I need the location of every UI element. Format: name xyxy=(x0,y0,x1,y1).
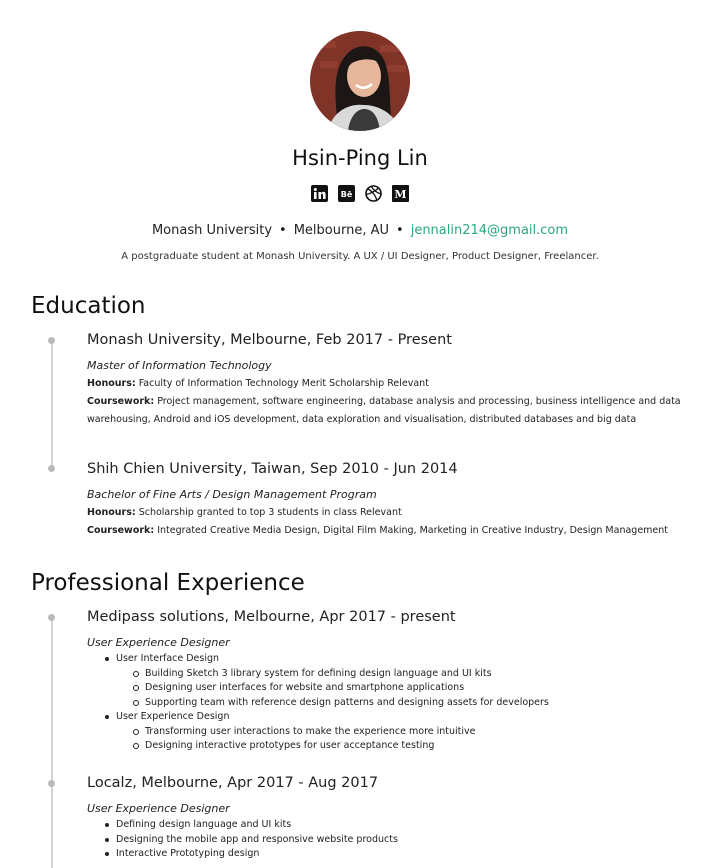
timeline-dot xyxy=(48,337,55,344)
entry-degree: Bachelor of Fine Arts / Design Management Program xyxy=(87,488,377,501)
responsibility-list xyxy=(87,818,687,862)
contact-line xyxy=(0,222,720,240)
sub-list-item: Building Sketch 3 library system for defining design language and UI kits xyxy=(116,667,687,682)
profile-avatar xyxy=(310,31,410,131)
svg-text:M: M xyxy=(394,188,407,201)
timeline-dot xyxy=(48,465,55,472)
experience-entry-medipass xyxy=(87,607,687,754)
honours-label: Honours: xyxy=(87,378,136,389)
list-item xyxy=(87,710,687,754)
entry-title: Shih Chien University, Taiwan, Sep 2010 - Jun 2014 xyxy=(87,461,458,477)
profile-name: Hsin-Ping Lin xyxy=(292,146,428,170)
sub-list-item: Designing user interfaces for website and smartphone applications xyxy=(116,681,687,696)
coursework-text: Integrated Creative Media Design, Digital Film Making, Marketing in Creative Industry, Design Management xyxy=(157,525,669,536)
honours-text: Faculty of Information Technology Merit Scholarship Relevant xyxy=(138,378,429,389)
entry-coursework xyxy=(87,522,687,540)
dribbble-icon[interactable] xyxy=(365,185,382,202)
coursework-label: Coursework: xyxy=(87,525,155,536)
sub-list xyxy=(116,725,687,754)
education-entry-shih-chien xyxy=(87,459,687,540)
list-item-label: User Experience Design xyxy=(116,711,230,722)
linkedin-icon[interactable] xyxy=(311,185,328,202)
sub-list-item: Supporting team with reference design patterns and designing assets for developers xyxy=(116,696,687,711)
honours-text: Scholarship granted to top 3 students in class Relevant xyxy=(138,507,402,518)
entry-coursework xyxy=(87,393,687,411)
coursework-text: Project management, software engineering, database analysis and processing, business intelligence and data xyxy=(157,396,681,407)
list-item xyxy=(87,652,687,710)
behance-icon[interactable] xyxy=(338,185,355,202)
entry-coursework-cont: warehousing, Android and iOS development, data exploration and visualisation, distributed databases and big data xyxy=(87,414,637,425)
entry-role: User Experience Designer xyxy=(87,636,230,649)
social-links xyxy=(0,185,720,202)
education-entry-monash xyxy=(87,330,687,429)
sub-list xyxy=(116,667,687,711)
separator: • xyxy=(279,223,287,238)
list-item: Defining design language and UI kits xyxy=(87,818,687,833)
entry-title: Localz, Melbourne, Apr 2017 - Aug 2017 xyxy=(87,775,379,791)
email-link[interactable]: jennalin214@gmail.com xyxy=(410,223,569,238)
list-item-label: User Interface Design xyxy=(116,653,220,664)
profile-summary: A postgraduate student at Monash University. A UX / UI Designer, Product Designer, Freelancer. xyxy=(121,251,599,262)
entry-honours xyxy=(87,504,687,522)
timeline-dot xyxy=(48,780,55,787)
responsibility-list xyxy=(87,652,687,754)
location-label: Melbourne, AU xyxy=(293,223,390,238)
university-label: Monash University xyxy=(151,223,273,238)
education-heading: Education xyxy=(31,293,146,319)
entry-degree: Master of Information Technology xyxy=(87,359,272,372)
experience-timeline xyxy=(51,617,53,868)
experience-entry-localz xyxy=(87,773,687,862)
entry-title: Monash University, Melbourne, Feb 2017 - Present xyxy=(87,332,452,348)
education-timeline xyxy=(51,340,53,470)
separator: • xyxy=(396,223,404,238)
timeline-dot xyxy=(48,614,55,621)
svg-text:Bē: Bē xyxy=(340,190,353,199)
sub-list-item: Designing interactive prototypes for user acceptance testing xyxy=(116,739,687,754)
medium-icon[interactable] xyxy=(392,185,409,202)
list-item: Interactive Prototyping design xyxy=(87,847,687,862)
honours-label: Honours: xyxy=(87,507,136,518)
list-item: Designing the mobile app and responsive website products xyxy=(87,833,687,848)
entry-role: User Experience Designer xyxy=(87,802,230,815)
coursework-label: Coursework: xyxy=(87,396,155,407)
experience-heading: Professional Experience xyxy=(31,570,305,596)
entry-honours xyxy=(87,375,687,393)
entry-title: Medipass solutions, Melbourne, Apr 2017 - present xyxy=(87,609,456,625)
sub-list-item: Transforming user interactions to make the experience more intuitive xyxy=(116,725,687,740)
